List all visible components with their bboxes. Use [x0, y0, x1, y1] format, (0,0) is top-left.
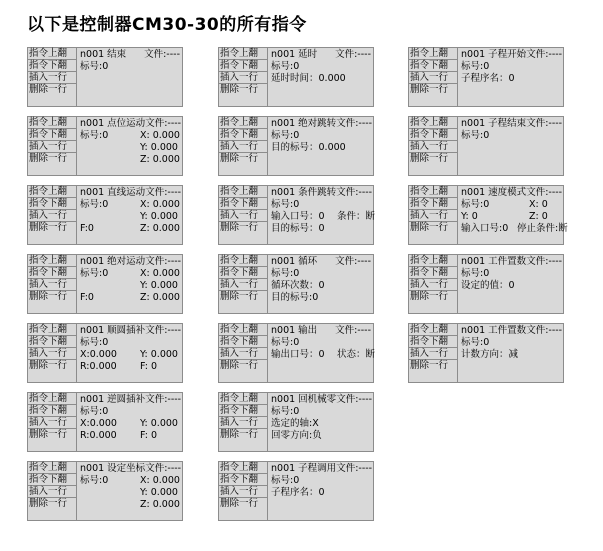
- insert-row-button[interactable]: 插入一行: [409, 72, 457, 84]
- delete-row-button[interactable]: 删除一行: [219, 498, 267, 510]
- instruction-name: n001 条件跳转: [271, 187, 337, 198]
- instruction-info: [271, 187, 376, 243]
- next-instruction-button[interactable]: 指令下翻: [219, 405, 267, 417]
- instruction-name: n001 循环: [271, 256, 318, 267]
- y-value: Y: 0.000: [140, 142, 178, 153]
- insert-row-button[interactable]: 插入一行: [28, 210, 76, 222]
- file-label: 文件:----: [145, 256, 182, 267]
- file-label: 文件:----: [335, 325, 371, 336]
- instruction-name: n001 设定坐标: [80, 463, 146, 474]
- instruction-info: [80, 118, 180, 174]
- instruction-info: [461, 187, 568, 243]
- prev-instruction-button[interactable]: 指令上翻: [409, 186, 457, 198]
- x-value: X: 0.000: [140, 268, 180, 279]
- delete-row-button[interactable]: 删除一行: [28, 429, 76, 441]
- x-value: X: 0.000: [140, 130, 180, 141]
- instruction-name: n001 逆圆插补: [80, 394, 146, 405]
- output-port: 输出口号：0: [271, 349, 325, 360]
- prev-instruction-button[interactable]: 指令上翻: [219, 324, 267, 336]
- panel-delay: [218, 47, 374, 107]
- file-label: 文件:----: [336, 394, 373, 405]
- button-column: [409, 117, 458, 175]
- prev-instruction-button[interactable]: 指令上翻: [219, 393, 267, 405]
- label-number: 标号:0: [271, 130, 300, 141]
- delete-row-button[interactable]: 删除一行: [219, 360, 267, 372]
- f-value: F: 0: [140, 361, 157, 372]
- prev-instruction-button[interactable]: 指令上翻: [28, 324, 76, 336]
- f-value: F:0: [80, 223, 94, 234]
- label-number: 标号:0: [271, 61, 300, 72]
- insert-row-button[interactable]: 插入一行: [409, 141, 457, 153]
- z-value: Z: 0.000: [140, 292, 180, 303]
- delete-row-button[interactable]: 删除一行: [28, 291, 76, 303]
- panel-speed-mode: [408, 185, 568, 245]
- y-value: Y: 0.000: [140, 487, 178, 498]
- panel-cond-jump: [218, 185, 374, 245]
- prev-instruction-button[interactable]: 指令上翻: [219, 117, 267, 129]
- insert-row-button[interactable]: 插入一行: [219, 279, 267, 291]
- delete-row-button[interactable]: 删除一行: [28, 498, 76, 510]
- panel-line-move: [27, 185, 183, 245]
- instruction-name: n001 绝对跳转: [271, 118, 337, 129]
- button-column: [28, 255, 77, 313]
- label-number: 标号:0: [80, 406, 109, 417]
- x-value: X: 0: [529, 199, 548, 210]
- file-label: 文件:----: [526, 49, 563, 60]
- delay-time: 延时时间：0.000: [271, 73, 346, 84]
- prev-instruction-button[interactable]: 指令上翻: [219, 255, 267, 267]
- panel-abs-move: [27, 254, 183, 314]
- delete-row-button[interactable]: 删除一行: [219, 291, 267, 303]
- button-column: [28, 324, 77, 382]
- delete-row-button[interactable]: 删除一行: [28, 222, 76, 234]
- next-instruction-button[interactable]: 指令下翻: [28, 336, 76, 348]
- next-instruction-button[interactable]: 指令下翻: [28, 198, 76, 210]
- prev-instruction-button[interactable]: 指令上翻: [409, 48, 457, 60]
- button-column: [219, 255, 268, 313]
- next-instruction-button[interactable]: 指令下翻: [219, 198, 267, 210]
- button-column: [409, 186, 458, 244]
- button-column: [28, 393, 77, 451]
- instruction-name: n001 延时: [271, 49, 318, 60]
- instruction-info: [80, 187, 180, 243]
- file-label: 文件:----: [335, 256, 371, 267]
- label-number: 标号:0: [271, 268, 300, 279]
- instruction-name: n001 子程调用: [271, 463, 337, 474]
- prev-instruction-button[interactable]: 指令上翻: [409, 255, 457, 267]
- instruction-info: [271, 463, 371, 519]
- button-column: [28, 462, 77, 520]
- instruction-info: [80, 256, 180, 312]
- insert-row-button[interactable]: 插入一行: [28, 141, 76, 153]
- panel-output: [218, 323, 374, 383]
- input-port: 输入口号：0: [271, 211, 325, 222]
- panel-count-set: [408, 254, 564, 314]
- next-instruction-button[interactable]: 指令下翻: [409, 60, 457, 72]
- file-label: 文件:----: [145, 394, 182, 405]
- instruction-info: [271, 118, 371, 174]
- instruction-info: [461, 118, 561, 174]
- button-column: [28, 186, 77, 244]
- file-label: 文件:----: [526, 118, 563, 129]
- r-value: R:0.000: [80, 361, 117, 372]
- next-instruction-button[interactable]: 指令下翻: [28, 60, 76, 72]
- next-instruction-button[interactable]: 指令下翻: [409, 336, 457, 348]
- file-label: 文件:----: [336, 187, 373, 198]
- file-label: 文件:----: [526, 325, 563, 336]
- prev-instruction-button[interactable]: 指令上翻: [219, 186, 267, 198]
- file-label: 文件:----: [336, 118, 373, 129]
- file-label: 文件:----: [145, 325, 182, 336]
- label-number: 标号:0: [80, 475, 109, 486]
- instruction-name: n001 工件置数: [461, 325, 527, 336]
- target-label: 目的标号：0: [271, 223, 325, 234]
- panel-abs-jump: [218, 116, 374, 176]
- panel-point-move: [27, 116, 183, 176]
- delete-row-button[interactable]: 删除一行: [219, 222, 267, 234]
- label-number: 标号:0: [80, 130, 109, 141]
- subroutine-name: 子程序名：0: [461, 73, 515, 84]
- panel-end: [27, 47, 183, 107]
- instruction-name: n001 顺圆插补: [80, 325, 146, 336]
- prev-instruction-button[interactable]: 指令上翻: [28, 117, 76, 129]
- instruction-name: n001 结束: [80, 49, 127, 60]
- subroutine-name: 子程序名：0: [271, 487, 325, 498]
- instruction-info: [271, 256, 371, 312]
- delete-row-button[interactable]: 删除一行: [28, 153, 76, 165]
- stop-condition: 停止条件:断: [517, 223, 568, 234]
- instruction-info: [80, 463, 180, 519]
- instruction-name: n001 输出: [271, 325, 318, 336]
- delete-row-button[interactable]: 删除一行: [219, 429, 267, 441]
- insert-row-button[interactable]: 插入一行: [409, 279, 457, 291]
- label-number: 标号:0: [271, 475, 300, 486]
- instruction-info: [461, 256, 561, 312]
- next-instruction-button[interactable]: 指令下翻: [28, 474, 76, 486]
- label-number: 标号:0: [271, 406, 300, 417]
- x-value: X: 0.000: [140, 199, 180, 210]
- label-number: 标号:0: [80, 199, 109, 210]
- instruction-name: n001 回机械零: [271, 394, 337, 405]
- next-instruction-button[interactable]: 指令下翻: [219, 474, 267, 486]
- f-value: F:0: [80, 292, 94, 303]
- z-value: Z: 0.000: [140, 223, 180, 234]
- insert-row-button[interactable]: 插入一行: [409, 210, 457, 222]
- instruction-name: n001 速度模式: [461, 187, 527, 198]
- file-label: 文件:----: [145, 463, 182, 474]
- button-column: [28, 117, 77, 175]
- next-instruction-button[interactable]: 指令下翻: [28, 129, 76, 141]
- file-label: 文件:----: [145, 187, 182, 198]
- delete-row-button[interactable]: 删除一行: [28, 84, 76, 96]
- prev-instruction-button[interactable]: 指令上翻: [219, 48, 267, 60]
- panel-ccw-arc: [27, 392, 183, 452]
- insert-row-button[interactable]: 插入一行: [219, 141, 267, 153]
- instruction-name: n001 工件置数: [461, 256, 527, 267]
- instruction-info: [271, 325, 376, 381]
- panel-sub-call: [218, 461, 374, 521]
- file-label: 文件:----: [336, 463, 373, 474]
- next-instruction-button[interactable]: 指令下翻: [409, 129, 457, 141]
- panel-sub-end: [408, 116, 564, 176]
- button-column: [219, 48, 268, 106]
- panel-cw-arc: [27, 323, 183, 383]
- instruction-info: [461, 325, 561, 381]
- button-column: [219, 117, 268, 175]
- x-value: X: 0.000: [140, 475, 180, 486]
- next-instruction-button[interactable]: 指令下翻: [409, 267, 457, 279]
- count-direction: 计数方向：减: [461, 349, 519, 360]
- insert-row-button[interactable]: 插入一行: [219, 72, 267, 84]
- y-value: Y: 0.000: [140, 211, 178, 222]
- panel-sub-start: [408, 47, 564, 107]
- instruction-info: [80, 49, 180, 105]
- insert-row-button[interactable]: 插入一行: [28, 417, 76, 429]
- prev-instruction-button[interactable]: 指令上翻: [28, 255, 76, 267]
- next-instruction-button[interactable]: 指令下翻: [219, 267, 267, 279]
- x-value: X:0.000: [80, 418, 117, 429]
- label-number: 标号:0: [80, 61, 109, 72]
- insert-row-button[interactable]: 插入一行: [28, 72, 76, 84]
- next-instruction-button[interactable]: 指令下翻: [219, 129, 267, 141]
- y-value: Y: 0.000: [140, 349, 178, 360]
- file-label: 文件:----: [526, 256, 563, 267]
- prev-instruction-button[interactable]: 指令上翻: [28, 462, 76, 474]
- prev-instruction-button[interactable]: 指令上翻: [409, 324, 457, 336]
- next-instruction-button[interactable]: 指令下翻: [28, 405, 76, 417]
- instruction-name: n001 直线运动: [80, 187, 146, 198]
- instruction-info: [80, 325, 180, 381]
- insert-row-button[interactable]: 插入一行: [219, 486, 267, 498]
- input-port: 输入口号:0: [461, 223, 509, 234]
- label-number: 标号:0: [461, 199, 490, 210]
- button-column: [219, 324, 268, 382]
- instruction-info: [271, 49, 371, 105]
- label-number: 标号:0: [461, 268, 490, 279]
- prev-instruction-button[interactable]: 指令上翻: [409, 117, 457, 129]
- next-instruction-button[interactable]: 指令下翻: [219, 336, 267, 348]
- loop-count: 循环次数：0: [271, 280, 325, 291]
- page-title: 以下是控制器CM30-30的所有指令: [27, 15, 307, 35]
- delete-row-button[interactable]: 删除一行: [409, 153, 457, 165]
- file-label: 文件:----: [145, 118, 182, 129]
- delete-row-button[interactable]: 删除一行: [219, 84, 267, 96]
- condition: 条件：断: [337, 211, 376, 222]
- state: 状态：断: [337, 349, 376, 360]
- instruction-name: n001 子程开始: [461, 49, 527, 60]
- y-value: Y: 0: [461, 211, 478, 222]
- instruction-info: [80, 394, 180, 450]
- f-value: F: 0: [140, 430, 157, 441]
- file-label: 文件:----: [144, 49, 180, 60]
- panel-home: [218, 392, 374, 452]
- insert-row-button[interactable]: 插入一行: [219, 417, 267, 429]
- label-number: 标号:0: [461, 61, 490, 72]
- delete-row-button[interactable]: 删除一行: [409, 291, 457, 303]
- label-number: 标号:0: [271, 199, 300, 210]
- target-label: 目的标号:0: [271, 292, 319, 303]
- label-number: 标号:0: [271, 337, 300, 348]
- panel-set-coord: [27, 461, 183, 521]
- x-value: X:0.000: [80, 349, 117, 360]
- z-value: Z: 0.000: [140, 499, 180, 510]
- prev-instruction-button[interactable]: 指令上翻: [219, 462, 267, 474]
- z-value: Z: 0: [529, 211, 548, 222]
- panel-loop: [218, 254, 374, 314]
- label-number: 标号:0: [461, 337, 490, 348]
- y-value: Y: 0.000: [140, 280, 178, 291]
- y-value: Y: 0.000: [140, 418, 178, 429]
- button-column: [219, 393, 268, 451]
- prev-instruction-button[interactable]: 指令上翻: [28, 393, 76, 405]
- target-label: 目的标号：0.000: [271, 142, 346, 153]
- r-value: R:0.000: [80, 430, 117, 441]
- home-direction: 回零方向:负: [271, 430, 322, 441]
- button-column: [409, 48, 458, 106]
- delete-row-button[interactable]: 删除一行: [409, 360, 457, 372]
- insert-row-button[interactable]: 插入一行: [28, 348, 76, 360]
- instruction-name: n001 绝对运动: [80, 256, 146, 267]
- instruction-name: n001 点位运动: [80, 118, 146, 129]
- delete-row-button[interactable]: 删除一行: [28, 360, 76, 372]
- button-column: [28, 48, 77, 106]
- delete-row-button[interactable]: 删除一行: [409, 222, 457, 234]
- insert-row-button[interactable]: 插入一行: [28, 486, 76, 498]
- label-number: 标号:0: [80, 268, 109, 279]
- next-instruction-button[interactable]: 指令下翻: [219, 60, 267, 72]
- insert-row-button[interactable]: 插入一行: [219, 210, 267, 222]
- label-number: 标号:0: [461, 130, 490, 141]
- prev-instruction-button[interactable]: 指令上翻: [28, 186, 76, 198]
- insert-row-button[interactable]: 插入一行: [28, 279, 76, 291]
- file-label: 文件:----: [526, 187, 563, 198]
- button-column: [409, 324, 458, 382]
- file-label: 文件:----: [335, 49, 371, 60]
- z-value: Z: 0.000: [140, 154, 180, 165]
- button-column: [219, 186, 268, 244]
- instruction-name: n001 子程结束: [461, 118, 527, 129]
- prev-instruction-button[interactable]: 指令上翻: [28, 48, 76, 60]
- set-value: 设定的值：0: [461, 280, 515, 291]
- instruction-info: [271, 394, 371, 450]
- instruction-info: [461, 49, 561, 105]
- insert-row-button[interactable]: 插入一行: [409, 348, 457, 360]
- next-instruction-button[interactable]: 指令下翻: [409, 198, 457, 210]
- selected-axis: 选定的轴:X: [271, 418, 319, 429]
- delete-row-button[interactable]: 删除一行: [219, 153, 267, 165]
- panel-count-dir: [408, 323, 564, 383]
- insert-row-button[interactable]: 插入一行: [219, 348, 267, 360]
- button-column: [409, 255, 458, 313]
- next-instruction-button[interactable]: 指令下翻: [28, 267, 76, 279]
- button-column: [219, 462, 268, 520]
- label-number: 标号:0: [80, 337, 109, 348]
- delete-row-button[interactable]: 删除一行: [409, 84, 457, 96]
